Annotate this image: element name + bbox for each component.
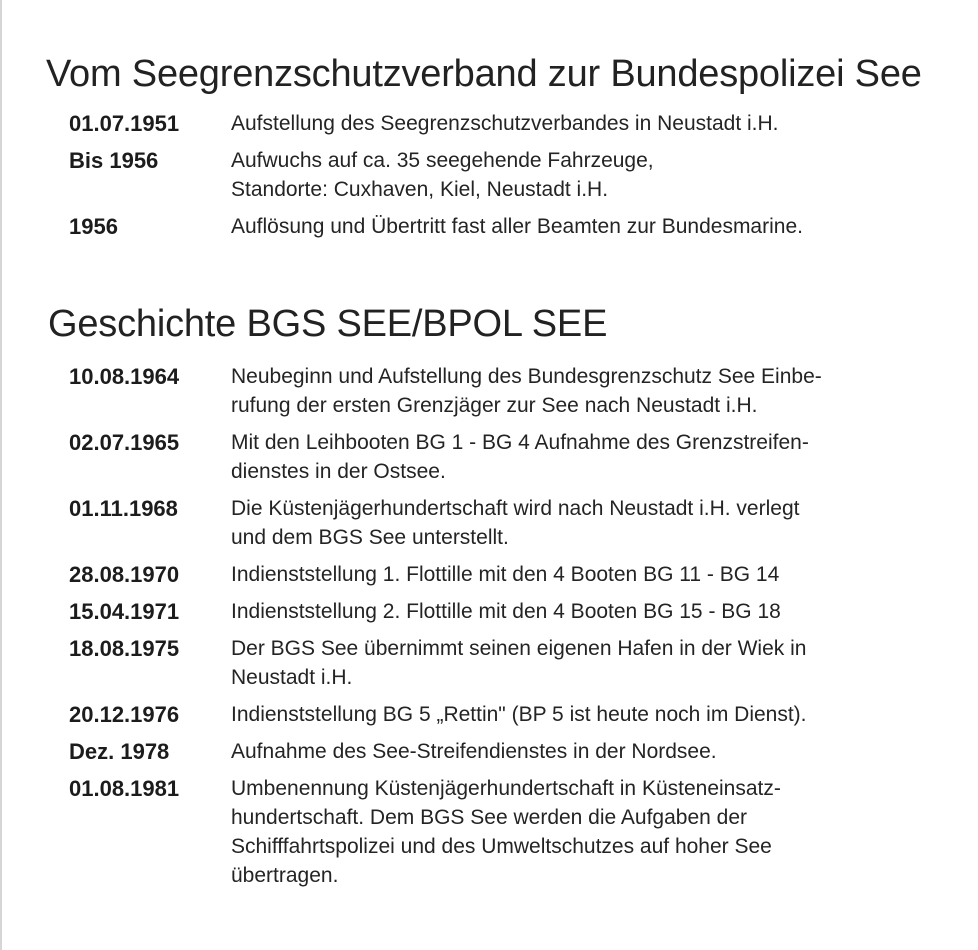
entry-description-line: hundertschaft. Dem BGS See werden die Aufgaben der bbox=[231, 806, 747, 829]
entry-description bbox=[231, 212, 803, 241]
entry-description-line: Neubeginn und Aufstellung des Bundesgrenzschutz See Einbe- bbox=[231, 365, 822, 388]
entry-date: 15.04.1971 bbox=[69, 599, 180, 624]
entry-description-line: Aufwuchs auf ca. 35 seegehende Fahrzeuge, bbox=[231, 149, 654, 172]
entry-description bbox=[231, 362, 822, 420]
section-geschichte-bgs-see bbox=[0, 302, 978, 898]
timeline-entry bbox=[0, 428, 978, 486]
entry-description bbox=[231, 737, 717, 766]
entry-date: 10.08.1964 bbox=[69, 364, 180, 389]
entry-description-line: Umbenennung Küstenjägerhundertschaft in Küsteneinsatz- bbox=[231, 777, 781, 800]
section-title: Vom Seegrenzschutzverband zur Bundespolizei See bbox=[46, 53, 922, 95]
entry-date: Dez. 1978 bbox=[69, 739, 170, 764]
entry-date: 02.07.1965 bbox=[69, 430, 180, 455]
entry-date: 01.07.1951 bbox=[69, 111, 180, 136]
entry-description-line: Indienststellung 1. Flottille mit den 4 Booten BG 11 - BG 14 bbox=[231, 563, 780, 586]
entry-description bbox=[231, 774, 781, 890]
entry-description-line: Der BGS See übernimmt seinen eigenen Hafen in der Wiek in bbox=[231, 637, 807, 660]
timeline-entry bbox=[0, 362, 978, 420]
entry-description bbox=[231, 560, 779, 589]
entry-description-line: Auflösung und Übertritt fast aller Beamten zur Bundesmarine. bbox=[231, 215, 803, 238]
entry-description bbox=[231, 146, 654, 204]
entry-description-line: dienstes in der Ostsee. bbox=[231, 460, 446, 483]
entry-date: 28.08.1970 bbox=[69, 562, 180, 587]
timeline-entry bbox=[0, 700, 978, 729]
entry-description-line: Mit den Leihbooten BG 1 - BG 4 Aufnahme des Grenzstreifen- bbox=[231, 431, 809, 454]
entry-description bbox=[231, 597, 781, 626]
entry-description bbox=[231, 428, 809, 486]
timeline-entry bbox=[0, 634, 978, 692]
section-title: Geschichte BGS SEE/BPOL SEE bbox=[48, 303, 608, 345]
entry-description bbox=[231, 494, 799, 552]
timeline-entry bbox=[0, 597, 978, 626]
timeline-entry bbox=[0, 494, 978, 552]
entry-description-line: rufung der ersten Grenzjäger zur See nach Neustadt i.H. bbox=[231, 394, 758, 417]
entry-date: 01.11.1968 bbox=[69, 496, 178, 521]
timeline-list bbox=[0, 109, 978, 241]
entry-description bbox=[231, 700, 807, 729]
timeline-entry bbox=[0, 774, 978, 890]
entry-description-line: Standorte: Cuxhaven, Kiel, Neustadt i.H. bbox=[231, 178, 609, 201]
entry-description bbox=[231, 109, 779, 138]
entry-description-line: Schifffahrtspolizei und des Umweltschutzes auf hoher See bbox=[231, 835, 772, 858]
entry-date: 1956 bbox=[69, 214, 118, 239]
entry-description-line: Indienststellung 2. Flottille mit den 4 Booten BG 15 - BG 18 bbox=[231, 600, 781, 623]
entry-description-line: Aufnahme des See-Streifendienstes in der Nordsee. bbox=[231, 740, 717, 763]
entry-date: 20.12.1976 bbox=[69, 702, 180, 727]
entry-description-line: und dem BGS See unterstellt. bbox=[231, 526, 509, 549]
timeline-entry bbox=[0, 146, 978, 204]
entry-description-line: übertragen. bbox=[231, 864, 339, 887]
entry-description-line: Indienststellung BG 5 „Rettin" (BP 5 ist heute noch im Dienst). bbox=[231, 703, 807, 726]
entry-description-line: Aufstellung des Seegrenzschutzverbandes in Neustadt i.H. bbox=[231, 112, 779, 135]
entry-date: Bis 1956 bbox=[69, 148, 159, 173]
entry-date: 18.08.1975 bbox=[69, 636, 180, 661]
section-seegrenzschutzverband bbox=[0, 52, 978, 249]
timeline-entry bbox=[0, 737, 978, 766]
entry-description bbox=[231, 634, 806, 692]
timeline-entry bbox=[0, 212, 978, 241]
timeline-entry bbox=[0, 109, 978, 138]
entry-description-line: Die Küstenjägerhundertschaft wird nach Neustadt i.H. verlegt bbox=[231, 497, 800, 520]
entry-description-line: Neustadt i.H. bbox=[231, 666, 353, 689]
entry-date: 01.08.1981 bbox=[69, 776, 180, 801]
timeline-entry bbox=[0, 560, 978, 589]
timeline-list bbox=[0, 362, 978, 890]
